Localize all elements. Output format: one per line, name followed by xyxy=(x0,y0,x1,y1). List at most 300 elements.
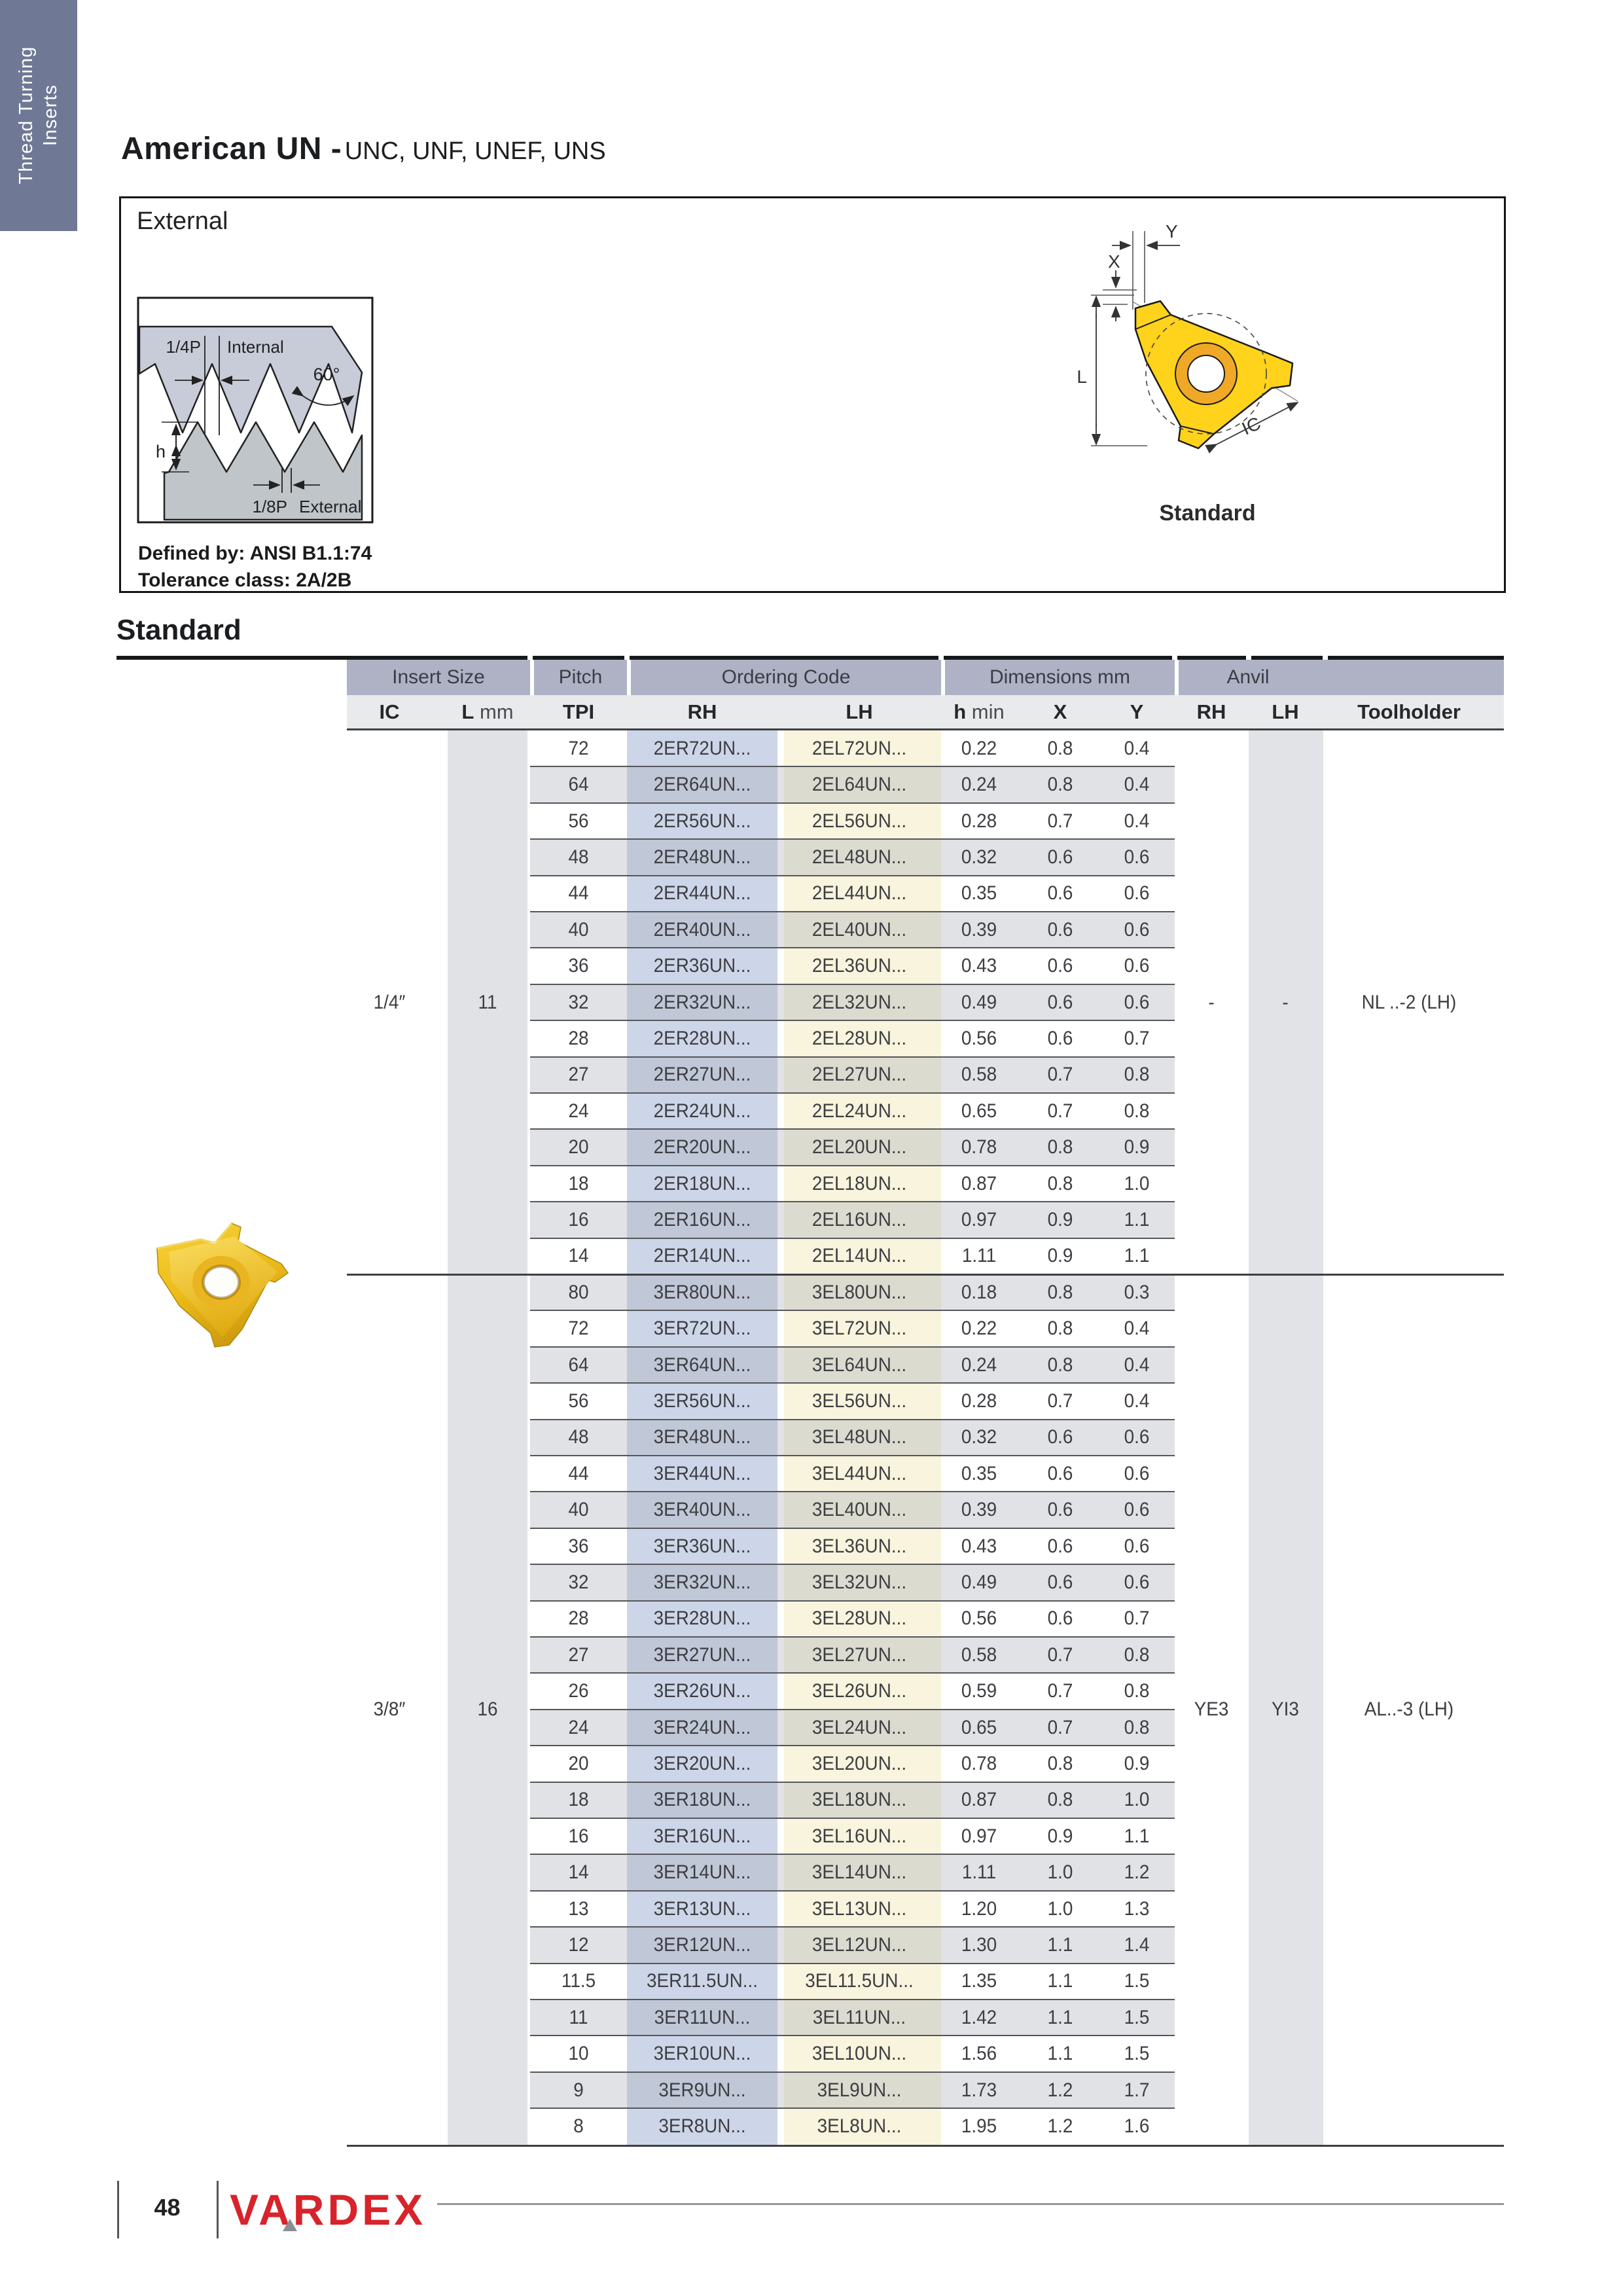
x-cell: 0.7 xyxy=(1047,1643,1073,1666)
row-divider xyxy=(530,2072,1175,2073)
lh-cell: 3EL13UN... xyxy=(812,1897,907,1920)
tpi-cell: 72 xyxy=(568,1318,589,1340)
rh-cell: 3ER26UN... xyxy=(653,1680,751,1702)
y-cell: 0.9 xyxy=(1124,1136,1150,1158)
ic-cell: 3/8″ xyxy=(373,1698,406,1720)
lh-cell: 3EL8UN... xyxy=(817,2115,902,2137)
group-header-insert-size: Insert Size xyxy=(347,660,530,695)
row-divider xyxy=(530,2035,1175,2036)
tpi-cell: 13 xyxy=(568,1897,589,1920)
h-cell: 0.97 xyxy=(961,1825,997,1847)
y-cell: 1.3 xyxy=(1124,1897,1150,1920)
group-header-pitch: Pitch xyxy=(534,660,627,695)
y-cell: 0.4 xyxy=(1124,1354,1150,1376)
rh-cell: 2ER36UN... xyxy=(653,955,751,977)
x-cell: 0.8 xyxy=(1047,1354,1073,1376)
tpi-cell: 18 xyxy=(568,1172,589,1194)
defined-by-block xyxy=(138,540,372,594)
tpi-cell: 24 xyxy=(568,1716,589,1738)
h-cell: 0.28 xyxy=(961,810,997,832)
lh-cell: 2EL27UN... xyxy=(812,1064,907,1086)
rh-cell: 3ER80UN... xyxy=(653,1281,751,1303)
y-cell: 0.4 xyxy=(1124,774,1150,796)
tpi-cell: 24 xyxy=(568,1100,589,1122)
vardex-logo-triangle-icon xyxy=(283,2219,297,2231)
thread-profile-diagram xyxy=(137,296,374,524)
row-divider xyxy=(530,984,1175,985)
x-cell: 0.7 xyxy=(1047,1064,1073,1086)
x-cell: 0.7 xyxy=(1047,1100,1073,1122)
footer-divider-right xyxy=(217,2181,219,2238)
rh-cell: 3ER16UN... xyxy=(653,1825,751,1847)
x-cell: 0.6 xyxy=(1047,1535,1073,1557)
row-divider xyxy=(530,1419,1175,1420)
h-cell: 0.32 xyxy=(961,1426,997,1448)
tpi-cell: 16 xyxy=(568,1825,589,1847)
x-cell: 0.6 xyxy=(1047,1499,1073,1521)
rh-cell: 2ER27UN... xyxy=(653,1064,751,1086)
h-cell: 0.22 xyxy=(961,1318,997,1340)
h-cell: 0.97 xyxy=(961,1208,997,1230)
y-cell: 1.0 xyxy=(1124,1789,1150,1811)
group-separator xyxy=(347,1274,1504,1276)
row-divider xyxy=(530,1092,1175,1094)
y-cell: 0.6 xyxy=(1124,1571,1150,1593)
row-divider xyxy=(530,1346,1175,1348)
row-divider xyxy=(530,1890,1175,1892)
sidebar-tab-line2: Inserts xyxy=(40,84,61,147)
anvil-lh-column-band xyxy=(1249,730,1323,2145)
lh-cell: 3EL11.5UN... xyxy=(805,1970,914,1992)
lh-cell: 3EL24UN... xyxy=(812,1716,907,1738)
row-divider xyxy=(530,2108,1175,2109)
anvil_rh-cell: YE3 xyxy=(1194,1698,1229,1720)
y-cell: 1.5 xyxy=(1124,2006,1150,2028)
lh-cell: 2EL28UN... xyxy=(812,1027,907,1049)
tpi-cell: 56 xyxy=(568,1390,589,1412)
row-divider xyxy=(530,1528,1175,1529)
h-cell: 0.43 xyxy=(961,1535,997,1557)
y-cell: 0.7 xyxy=(1124,1027,1150,1049)
lh-cell: 3EL12UN... xyxy=(812,1933,907,1956)
lh-cell: 3EL36UN... xyxy=(812,1535,907,1557)
row-divider xyxy=(530,1818,1175,1819)
col-header-toolholder: Toolholder xyxy=(1357,700,1461,723)
rh-cell: 3ER56UN... xyxy=(653,1390,751,1412)
y-cell: 0.6 xyxy=(1124,1426,1150,1448)
row-divider xyxy=(530,947,1175,948)
tpi-cell: 44 xyxy=(568,1462,589,1484)
col-header-ic: IC xyxy=(379,700,400,723)
h-cell: 1.30 xyxy=(961,1933,997,1956)
tpi-cell: 14 xyxy=(568,1861,589,1884)
lh-cell: 3EL32UN... xyxy=(812,1571,907,1593)
y-cell: 0.4 xyxy=(1124,737,1150,759)
rh-cell: 3ER32UN... xyxy=(653,1571,751,1593)
y-cell: 0.6 xyxy=(1124,1499,1150,1521)
h-cell: 0.78 xyxy=(961,1752,997,1774)
col-header-anvil-lh: LH xyxy=(1272,700,1299,723)
y-cell: 1.0 xyxy=(1124,1172,1150,1194)
x-cell: 1.1 xyxy=(1047,1970,1073,1992)
lh-cell: 3EL26UN... xyxy=(812,1680,907,1702)
tpi-cell: 48 xyxy=(568,846,589,868)
lh-cell: 2EL48UN... xyxy=(812,846,907,868)
x-cell: 0.8 xyxy=(1047,1281,1073,1303)
anvil_rh-cell: - xyxy=(1208,991,1215,1013)
row-divider xyxy=(530,1020,1175,1021)
h-cell: 0.59 xyxy=(961,1680,997,1702)
external-box xyxy=(119,196,1506,593)
x-cell: 0.7 xyxy=(1047,1390,1073,1412)
col-header-hmin: h min xyxy=(954,700,1005,723)
rh-cell: 3ER64UN... xyxy=(653,1354,751,1376)
h-cell: 0.39 xyxy=(961,918,997,941)
x-cell: 0.9 xyxy=(1047,1825,1073,1847)
lh-cell: 2EL56UN... xyxy=(812,810,907,832)
y-cell: 0.6 xyxy=(1124,991,1150,1013)
tpi-cell: 80 xyxy=(568,1281,589,1303)
y-cell: 1.4 xyxy=(1124,1933,1150,1956)
y-cell: 0.6 xyxy=(1124,955,1150,977)
tpi-cell: 28 xyxy=(568,1027,589,1049)
angle-label: 60° xyxy=(313,365,340,384)
h-cell: 0.35 xyxy=(961,882,997,905)
y-cell: 0.8 xyxy=(1124,1680,1150,1702)
rh-cell: 2ER40UN... xyxy=(653,918,751,941)
external-label: External xyxy=(137,207,228,235)
x-cell: 0.6 xyxy=(1047,1607,1073,1630)
page-number: 48 xyxy=(154,2194,181,2221)
external-thread-label: External xyxy=(299,497,362,516)
x-cell: 0.7 xyxy=(1047,1716,1073,1738)
tpi-cell: 12 xyxy=(568,1933,589,1956)
row-divider xyxy=(530,1564,1175,1565)
x-cell: 0.7 xyxy=(1047,810,1073,832)
lh-cell: 3EL16UN... xyxy=(812,1825,907,1847)
tpi-cell: 27 xyxy=(568,1643,589,1666)
row-divider xyxy=(530,1782,1175,1783)
rh-cell: 3ER48UN... xyxy=(653,1426,751,1448)
y-cell: 1.2 xyxy=(1124,1861,1150,1884)
rh-cell: 2ER24UN... xyxy=(653,1100,751,1122)
h-cell: 0.18 xyxy=(961,1281,997,1303)
x-cell: 0.9 xyxy=(1047,1245,1073,1267)
lh-cell: 3EL28UN... xyxy=(812,1607,907,1630)
row-divider xyxy=(530,911,1175,912)
row-divider xyxy=(530,802,1175,804)
h-cell: 0.87 xyxy=(961,1172,997,1194)
x-cell: 0.6 xyxy=(1047,918,1073,941)
tolerance-line: Tolerance class: 2A/2B xyxy=(138,569,352,592)
page-title xyxy=(121,131,606,167)
x-cell: 0.9 xyxy=(1047,1208,1073,1230)
h-cell: 0.49 xyxy=(961,991,997,1013)
lh-cell: 3EL14UN... xyxy=(812,1861,907,1884)
section-title: Standard xyxy=(116,614,241,646)
y-cell: 0.8 xyxy=(1124,1100,1150,1122)
y-cell: 0.4 xyxy=(1124,810,1150,832)
row-divider xyxy=(530,1672,1175,1674)
row-divider xyxy=(530,1128,1175,1130)
rh-cell: 3ER40UN... xyxy=(653,1499,751,1521)
tpi-cell: 20 xyxy=(568,1136,589,1158)
y-cell: 0.4 xyxy=(1124,1318,1150,1340)
toolholder-cell: AL..-3 (LH) xyxy=(1364,1698,1454,1720)
tpi-cell: 14 xyxy=(568,1245,589,1267)
tpi-cell: 9 xyxy=(573,2079,584,2101)
internal-label: Internal xyxy=(227,337,284,357)
footer-divider-left xyxy=(117,2181,119,2238)
tpi-cell: 32 xyxy=(568,1571,589,1593)
rh-cell: 3ER11.5UN... xyxy=(646,1970,758,1992)
y-cell: 0.6 xyxy=(1124,1535,1150,1557)
y-dim-label: Y xyxy=(1166,221,1178,242)
x-cell: 1.2 xyxy=(1047,2079,1073,2101)
ic-dim-label: IC xyxy=(1238,412,1264,439)
x-cell: 0.6 xyxy=(1047,846,1073,868)
rh-cell: 2ER64UN... xyxy=(653,774,751,796)
defined-by-line: Defined by: ANSI B1.1:74 xyxy=(138,543,372,564)
x-cell: 1.1 xyxy=(1047,2006,1073,2028)
y-cell: 0.6 xyxy=(1124,846,1150,868)
tpi-cell: 16 xyxy=(568,1208,589,1230)
h-cell: 0.43 xyxy=(961,955,997,977)
h-cell: 0.65 xyxy=(961,1100,997,1122)
lh-cell: 3EL44UN... xyxy=(812,1462,907,1484)
x-cell: 0.6 xyxy=(1047,1027,1073,1049)
y-cell: 0.6 xyxy=(1124,882,1150,905)
lh-cell: 2EL40UN... xyxy=(812,918,907,941)
tpi-cell: 36 xyxy=(568,955,589,977)
y-cell: 0.8 xyxy=(1124,1716,1150,1738)
tpi-cell: 11.5 xyxy=(561,1970,596,1992)
lh-cell: 3EL40UN... xyxy=(812,1499,907,1521)
row-divider xyxy=(530,766,1175,767)
rh-cell: 3ER10UN... xyxy=(653,2043,751,2065)
toolholder-cell: NL ..-2 (LH) xyxy=(1361,991,1457,1013)
tpi-cell: 26 xyxy=(568,1680,589,1702)
row-divider xyxy=(530,1382,1175,1384)
h-cell: 1.95 xyxy=(961,2115,997,2137)
lh-cell: 2EL18UN... xyxy=(812,1172,907,1194)
lh-cell: 2EL36UN... xyxy=(812,955,907,977)
col-header-y: Y xyxy=(1130,700,1144,723)
tpi-cell: 40 xyxy=(568,1499,589,1521)
tpi-cell: 36 xyxy=(568,1535,589,1557)
lh-cell: 3EL72UN... xyxy=(812,1318,907,1340)
rh-cell: 3ER13UN... xyxy=(653,1897,751,1920)
lh-cell: 3EL11UN... xyxy=(812,2006,906,2028)
rh-cell: 3ER28UN... xyxy=(653,1607,751,1630)
y-cell: 0.6 xyxy=(1124,918,1150,941)
l-column-band xyxy=(448,730,527,2145)
h-cell: 0.28 xyxy=(961,1390,997,1412)
group-header-ordering-code: Ordering Code xyxy=(631,660,941,695)
tpi-cell: 18 xyxy=(568,1789,589,1811)
row-divider xyxy=(530,1201,1175,1202)
tpi-cell: 56 xyxy=(568,810,589,832)
row-divider xyxy=(530,1491,1175,1492)
footer-rule xyxy=(437,2203,1504,2205)
col-header-anvil-rh: RH xyxy=(1196,700,1226,723)
h-cell: 0.58 xyxy=(961,1064,997,1086)
row-divider xyxy=(530,1238,1175,1239)
row-divider xyxy=(530,1926,1175,1928)
y-cell: 0.6 xyxy=(1124,1462,1150,1484)
x-cell: 1.2 xyxy=(1047,2115,1073,2137)
h-cell: 0.58 xyxy=(961,1643,997,1666)
h-cell: 0.56 xyxy=(961,1027,997,1049)
tpi-cell: 20 xyxy=(568,1752,589,1774)
tpi-cell: 64 xyxy=(568,1354,589,1376)
rh-cell: 3ER27UN... xyxy=(653,1643,751,1666)
h-cell: 0.87 xyxy=(961,1789,997,1811)
h-cell: 0.22 xyxy=(961,737,997,759)
x-cell: 1.1 xyxy=(1047,2043,1073,2065)
lh-cell: 2EL14UN... xyxy=(812,1245,907,1267)
rh-cell: 2ER16UN... xyxy=(653,1208,751,1230)
y-cell: 0.7 xyxy=(1124,1607,1150,1630)
sidebar-tab xyxy=(0,0,77,231)
quarter-pitch-label: 1/4P xyxy=(166,337,201,357)
sidebar-tab-label xyxy=(14,0,63,233)
row-divider xyxy=(530,1999,1175,2000)
x-cell: 0.8 xyxy=(1047,1752,1073,1774)
h-cell: 1.56 xyxy=(961,2043,997,2065)
x-cell: 0.6 xyxy=(1047,955,1073,977)
lh-cell: 2EL20UN... xyxy=(812,1136,907,1158)
h-cell: 1.35 xyxy=(961,1970,997,1992)
h-cell: 1.11 xyxy=(961,1861,997,1884)
tpi-cell: 64 xyxy=(568,774,589,796)
insert-diagram-caption: Standard xyxy=(1159,501,1256,526)
tpi-cell: 10 xyxy=(568,2043,589,2065)
lh-cell: 3EL48UN... xyxy=(812,1426,907,1448)
sidebar-tab-line1: Thread Turning xyxy=(15,46,37,185)
col-header-rh: RH xyxy=(687,700,717,723)
x-cell: 0.8 xyxy=(1047,737,1073,759)
lh-cell: 3EL80UN... xyxy=(812,1281,907,1303)
lh-cell: 2EL32UN... xyxy=(812,991,907,1013)
h-cell: 0.39 xyxy=(961,1499,997,1521)
rh-cell: 2ER56UN... xyxy=(653,810,751,832)
lh-cell: 3EL9UN... xyxy=(817,2079,902,2101)
rh-cell: 3ER44UN... xyxy=(653,1462,751,1484)
y-cell: 0.4 xyxy=(1124,1390,1150,1412)
lh-cell: 2EL64UN... xyxy=(812,774,907,796)
row-divider xyxy=(530,838,1175,840)
y-cell: 1.5 xyxy=(1124,1970,1150,1992)
page-title-main: American UN - xyxy=(121,132,342,166)
h-cell: 0.24 xyxy=(961,1354,997,1376)
rh-cell: 2ER44UN... xyxy=(653,882,751,905)
x-cell: 0.8 xyxy=(1047,1136,1073,1158)
row-divider xyxy=(530,1165,1175,1166)
h-cell: 0.35 xyxy=(961,1462,997,1484)
row-divider xyxy=(530,875,1175,876)
rh-cell: 3ER20UN... xyxy=(653,1752,751,1774)
x-cell: 0.8 xyxy=(1047,1318,1073,1340)
l-cell: 11 xyxy=(478,991,497,1013)
row-divider xyxy=(530,1310,1175,1311)
y-cell: 0.8 xyxy=(1124,1064,1150,1086)
lh-cell: 2EL44UN... xyxy=(812,882,907,905)
vardex-logo: VARDEX xyxy=(230,2185,427,2234)
y-cell: 1.1 xyxy=(1124,1245,1150,1267)
col-header-tpi: TPI xyxy=(562,700,595,723)
ic-cell: 1/4″ xyxy=(373,991,406,1013)
row-divider xyxy=(530,1963,1175,1964)
row-divider xyxy=(530,1636,1175,1638)
tpi-cell: 48 xyxy=(568,1426,589,1448)
tpi-cell: 32 xyxy=(568,991,589,1013)
rh-cell: 3ER14UN... xyxy=(653,1861,751,1884)
lh-cell: 3EL18UN... xyxy=(812,1789,907,1811)
x-cell: 0.6 xyxy=(1047,1462,1073,1484)
col-header-lh: LH xyxy=(846,700,873,723)
h-cell: 1.11 xyxy=(961,1245,997,1267)
page-title-sub: UNC, UNF, UNEF, UNS xyxy=(344,137,606,165)
lh-cell: 3EL56UN... xyxy=(812,1390,907,1412)
y-cell: 1.7 xyxy=(1124,2079,1150,2101)
x-dim-label: X xyxy=(1108,251,1120,272)
x-cell: 0.6 xyxy=(1047,991,1073,1013)
tpi-cell: 40 xyxy=(568,918,589,941)
x-cell: 1.0 xyxy=(1047,1861,1073,1884)
h-cell: 0.24 xyxy=(961,774,997,796)
rh-cell: 2ER18UN... xyxy=(653,1172,751,1194)
tpi-cell: 72 xyxy=(568,737,589,759)
x-cell: 0.6 xyxy=(1047,1426,1073,1448)
y-cell: 1.1 xyxy=(1124,1825,1150,1847)
tpi-cell: 28 xyxy=(568,1607,589,1630)
h-cell: 0.32 xyxy=(961,846,997,868)
rh-cell: 2ER28UN... xyxy=(653,1027,751,1049)
row-divider xyxy=(530,1600,1175,1602)
x-cell: 0.6 xyxy=(1047,1571,1073,1593)
rh-cell: 2ER48UN... xyxy=(653,846,751,868)
lh-cell: 2EL72UN... xyxy=(812,737,907,759)
x-cell: 0.6 xyxy=(1047,882,1073,905)
x-cell: 0.7 xyxy=(1047,1680,1073,1702)
lh-cell: 3EL10UN... xyxy=(812,2043,907,2065)
rh-cell: 3ER18UN... xyxy=(653,1789,751,1811)
insert-dimension-diagram xyxy=(1049,205,1324,493)
tpi-cell: 8 xyxy=(573,2115,584,2137)
group-header-anvil: Anvil xyxy=(1179,660,1504,695)
col-header-x: X xyxy=(1053,700,1067,723)
lh-cell: 3EL27UN... xyxy=(812,1643,907,1666)
lh-cell: 3EL20UN... xyxy=(812,1752,907,1774)
rh-cell: 3ER9UN... xyxy=(658,2079,746,2101)
group-header-dimensions: Dimensions mm xyxy=(945,660,1175,695)
h-label: h xyxy=(155,442,166,461)
tpi-cell: 11 xyxy=(569,2006,588,2028)
h-cell: 0.49 xyxy=(961,1571,997,1593)
row-divider xyxy=(530,1854,1175,1855)
h-cell: 1.73 xyxy=(961,2079,997,2101)
rh-cell: 2ER20UN... xyxy=(653,1136,751,1158)
x-cell: 1.0 xyxy=(1047,1897,1073,1920)
row-divider xyxy=(530,1455,1175,1456)
x-cell: 0.8 xyxy=(1047,1172,1073,1194)
rh-cell: 2ER14UN... xyxy=(653,1245,751,1267)
l-cell: 16 xyxy=(477,1698,498,1720)
row-divider xyxy=(530,1056,1175,1058)
insert-photo xyxy=(145,1214,302,1358)
y-cell: 0.9 xyxy=(1124,1752,1150,1774)
